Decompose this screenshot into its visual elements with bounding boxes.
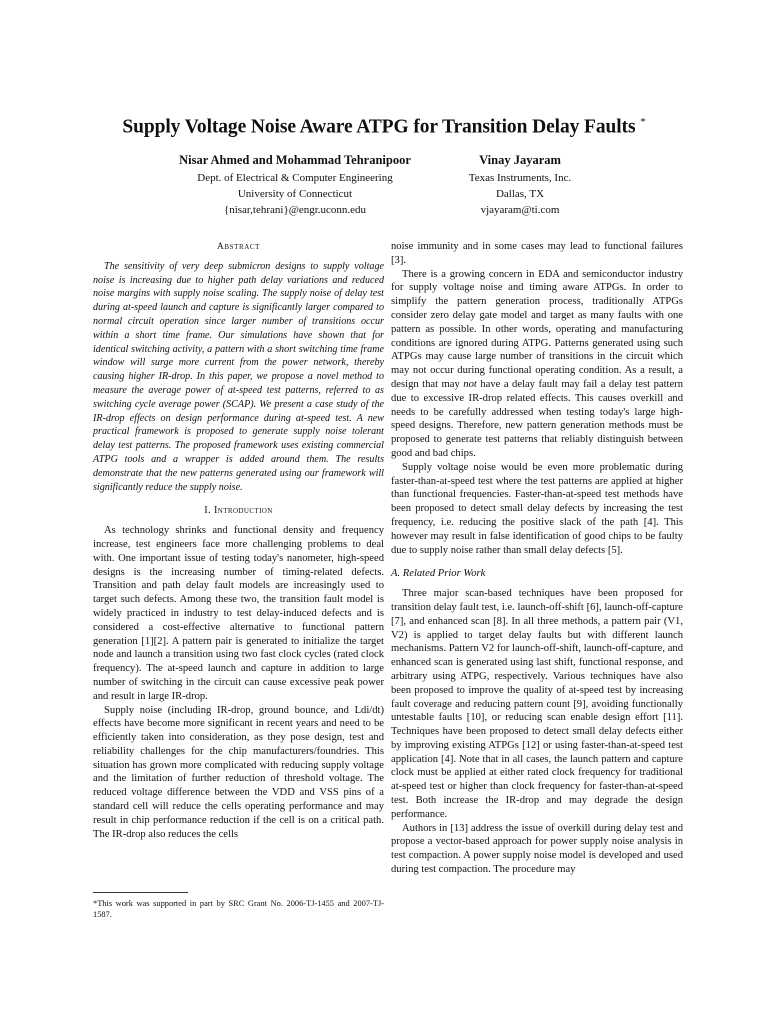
paragraph: noise immunity and in some cases may lead to functional failures [3].: [391, 241, 683, 266]
author-name: Vinay Jayaram: [479, 153, 561, 167]
footnote-divider: [93, 892, 188, 893]
author-affiliation: Texas Instruments, Inc.: [468, 172, 572, 184]
author-location: Dallas, TX: [495, 188, 545, 200]
abstract-text: The sensitivity of very deep submicron designs to supply voltage noise is increasing due to higher path delay variations and reduced noise margins with supply noise scaling. The supply noise of delay test during at-speed launch and capture is significantly larger compared to normal circuit operation since larger number of transitions occur within a short time frame. Our simulations have shown that for identical switching activity, a pattern with a short switching time frame window will surge more current from the power network, thereby causing higher IR-drop. In this paper, we propose a novel method to measure the average power of at-speed test patterns, referred to as switching cycle average power (SCAP). We present a case study of the IR-drop effects on design performance during at-speed test. A new practical framework is proposed to generate supply noise tolerant delay test patterns. The proposed framework uses existing commercial ATPG tools and a wrapper is added around them. The results demonstrate that the new patterns generated using our framework will significantly reduce the supply noise.: [93, 260, 384, 493]
section-heading-introduction: I. Introduction: [204, 505, 273, 517]
author-email: {nisar,tehrani}@engr.uconn.edu: [223, 204, 367, 216]
paragraph: [391, 268, 683, 461]
left-column: [93, 240, 384, 841]
footnote: *This work was supported in part by SRC Grant No. 2006-TJ-1455 and 2007-TJ-1587.: [93, 899, 384, 919]
emphasis: not: [463, 378, 477, 390]
right-column: [391, 240, 683, 877]
paragraph: Three major scan-based techniques have been proposed for transition delay fault test, i.e. launch-off-shift [6], launch-off-capture [7], and enhanced scan [8]. In all three methods, a pattern pair (V1, V2) is applied to target delay faults but with different launch mechanisms. Pattern V2 for launch-off-shift, launch-off-capture, and enhanced scan is generated using last shift, functional response, and arbitrary using ATPG, respectively. Various techniques have also been proposed to improve the quality of at-speed test by increasing fault coverage and reducing pattern count [9], avoiding functionally untestable faults [10], or reducing scan enable design effort [11]. Techniques have been proposed to detect small delay defects either by improving existing ATPGs [12] or using faster-than-at-speed test application [4]. Note that in all cases, the launch pattern and capture clock must be applied at either rated clock frequency for traditional at-speed test or higher than clock frequency for faster-than-at-speed test. Both increase the IR-drop and may degrade the design performance.: [391, 588, 683, 820]
author-name: Nisar Ahmed and Mohammad Tehranipoor: [179, 153, 411, 167]
author-email: vjayaram@ti.com: [480, 204, 560, 216]
paragraph-text: have a delay fault may fail a delay test pattern due to excessive IR-drop related effects. This causes overkill and needs to be carefully addressed when testing today's large high-speed designs. Therefore, new pattern generation methods must be proposed to generate test patterns that reliably distinguish between good and bad chips.: [391, 378, 683, 459]
subsection-heading-related-work: A. Related Prior Work: [391, 568, 486, 580]
author-affiliation: Dept. of Electrical & Computer Engineering: [197, 172, 393, 184]
author-block-1: [160, 150, 430, 218]
title-footnote-mark: *: [640, 116, 646, 128]
paragraph: Supply noise (including IR-drop, ground bounce, and Ldi/dt) effects have become more significant in recent years and need to be efficiently taken into consideration, as they pose design, test and reliability challenges for the chip manufacturers/foundries. This situation has grown more complicated with reducing supply voltage and the limitation of further reduction of threshold voltage. The reduced voltage difference between the VDD and VSS pins of a standard cell will reduce the cells operating performance and may result in chip performance reduction if the cell is on a critical path. The IR-drop also reduces the cells: [93, 704, 384, 840]
paper-title-text: Supply Voltage Noise Aware ATPG for Transition Delay Faults: [122, 116, 636, 138]
author-block-2: [440, 150, 600, 218]
paragraph-text: There is a growing concern in EDA and semiconductor industry for supply voltage noise and timing aware ATPGs. In order to simplify the pattern generation process, traditionally ATPGs consider zero delay gate model and target as many faults with one pattern as possible. In other words, operating and manufacturing conditions are ignored during ATPG. Patterns generated using such ATPGs may cause large number of transitions in the circuit which may not occur during functional operating condition. As a result, a design that may: [391, 268, 683, 390]
abstract-heading: Abstract: [216, 242, 261, 252]
paragraph: Supply voltage noise would be even more problematic during faster-than-at-speed test where the test patterns are applied at higher than functional frequencies. Faster-than-at-speed test methods have been proposed to detect small delay defects by increasing the test frequency, i.e. reducing the positive slack of the path [4]. This however may result in false identification of good chips to be faulty due to supply noise rather than small delay defects [5].: [391, 461, 683, 556]
paragraph: As technology shrinks and functional density and frequency increase, test engineers face more challenging problems to deal with. One important issue of testing today's nanometer, high-speed designs is the increasing number of timing-related defects. Transition and path delay fault models are increasingly used to target such defects. Among these two, the transition fault model is widely practiced in industry to test delay-induced defects and is considered a cost-effective alternative to functional pattern generation [1][2]. A pattern pair is generated to initialize the target node and launch a transition using two fast clock cycles (rated clock frequency). The at-speed launch and capture in addition to large number of switching in the circuit can cause excessive peak power and result in large IR-drop.: [93, 525, 384, 702]
author-institution: University of Connecticut: [237, 188, 353, 200]
paragraph: Authors in [13] address the issue of overkill during delay test and propose a vector-based approach for power supply noise analysis in test compaction. A power supply noise model is developed and used during test compaction. The procedure may: [391, 822, 683, 876]
paper-title: [0, 116, 768, 139]
